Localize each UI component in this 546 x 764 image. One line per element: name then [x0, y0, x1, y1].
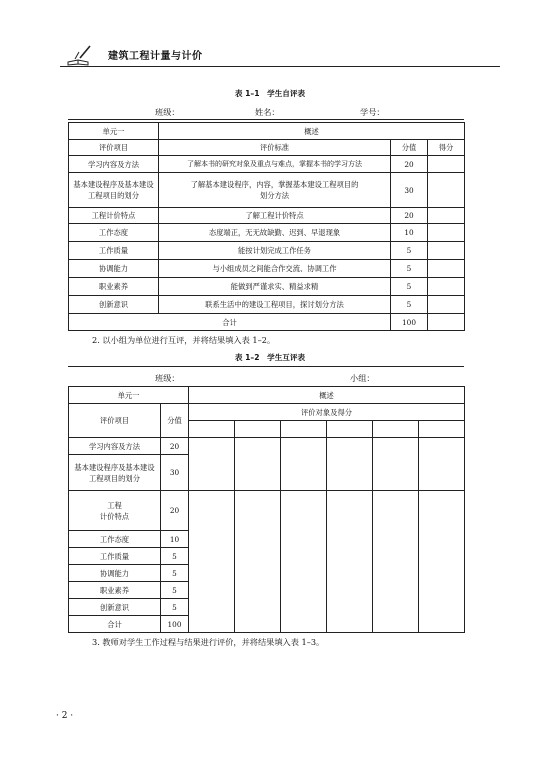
row-item: 合计	[69, 616, 161, 633]
row-item: 基本建设程序及基本建设工程项目的划分	[69, 455, 161, 491]
table2-top-rule	[68, 366, 464, 367]
row-item: 工作质量	[69, 548, 161, 565]
score-cell[interactable]	[235, 438, 281, 491]
table-row	[69, 224, 465, 242]
score-cell[interactable]	[373, 491, 419, 633]
table2-header-item: 评价项目	[69, 404, 161, 438]
table1-total-got[interactable]	[428, 314, 465, 331]
table1-total-label: 合计	[69, 314, 391, 331]
row-criterion: 了解基本建设程序，内容，掌握基本建设工程项目的划分方法	[159, 173, 391, 208]
target-cell[interactable]	[327, 421, 373, 438]
row-score: 30	[161, 455, 189, 491]
row-got[interactable]	[428, 296, 465, 314]
row-criterion: 了解本书的研究对象及重点与难点，掌握本书的学习方法	[159, 156, 391, 173]
row-criterion: 能按计划完成工作任务	[159, 242, 391, 260]
row-score: 100	[161, 616, 189, 633]
row-item: 创新意识	[69, 599, 161, 616]
score-cell[interactable]	[235, 491, 281, 633]
row-score: 5	[161, 582, 189, 599]
row-criterion: 态度端正，无无故缺勤、迟到、早退现象	[159, 224, 391, 242]
book-header	[60, 44, 500, 68]
table-row	[69, 260, 465, 278]
target-cell[interactable]	[373, 421, 419, 438]
row-score: 5	[161, 565, 189, 582]
table1-total-score: 100	[391, 314, 428, 331]
row-got[interactable]	[428, 278, 465, 296]
row-score: 5	[391, 260, 428, 278]
header-rule	[60, 66, 500, 67]
target-cell[interactable]	[235, 421, 281, 438]
table-row	[69, 438, 465, 455]
table2-group-label: 小组：	[350, 373, 375, 383]
row-item: 基本建设程序及基本建设工程项目的划分	[69, 173, 159, 208]
row-got[interactable]	[428, 260, 465, 278]
row-got[interactable]	[428, 224, 465, 242]
row-score: 20	[161, 438, 189, 455]
table1-id-label: 学号：	[360, 107, 385, 117]
table1-unit: 单元一	[69, 123, 159, 140]
row-score: 5	[161, 548, 189, 565]
table1-header-score: 分值	[391, 140, 428, 156]
row-item: 协调能力	[69, 565, 161, 582]
score-cell[interactable]	[419, 491, 465, 633]
table1-header-row	[69, 140, 465, 156]
table1-name-label: 姓名：	[255, 107, 280, 117]
table2-unit-row	[69, 387, 465, 404]
row-score: 20	[391, 208, 428, 224]
row-got[interactable]	[428, 208, 465, 224]
table2	[68, 386, 465, 633]
row-score: 5	[391, 296, 428, 314]
book-pen-icon	[66, 44, 92, 66]
table1-total-row	[69, 314, 465, 331]
target-cell[interactable]	[281, 421, 327, 438]
target-cell[interactable]	[419, 421, 465, 438]
table2-header-row	[69, 404, 465, 421]
row-criterion: 联系生活中的建设工程项目，探讨划分方法	[159, 296, 391, 314]
score-cell[interactable]	[327, 491, 373, 633]
row-item-line1: 工程	[107, 500, 122, 510]
row-criterion: 能做到严谨求实、精益求精	[159, 278, 391, 296]
row-score: 20	[161, 491, 189, 531]
row-item: 协调能力	[69, 260, 159, 278]
row-got[interactable]	[428, 242, 465, 260]
table1-unit-row	[69, 123, 465, 140]
row-criterion: 了解工程计价特点	[159, 208, 391, 224]
table1-caption: 表 1–1 学生自评表	[234, 89, 306, 98]
row-score: 20	[391, 156, 428, 173]
table1-class-label: 班级：	[155, 107, 180, 117]
row-item: 工作质量	[69, 242, 159, 260]
table-row	[69, 491, 465, 531]
table2-overview: 概述	[189, 387, 465, 404]
score-cell[interactable]	[419, 438, 465, 491]
book-title: 建筑工程计量与计价	[108, 51, 203, 62]
paragraph-3: 3. 教师对学生工作过程与结果进行评价，并将结果填入表 1–3。	[92, 637, 325, 647]
table1-overview: 概述	[159, 123, 465, 140]
row-score: 10	[391, 224, 428, 242]
row-item: 学习内容及方法	[69, 156, 159, 173]
score-cell[interactable]	[281, 438, 327, 491]
table-row	[69, 156, 465, 173]
table2-unit: 单元一	[69, 387, 189, 404]
row-score: 5	[161, 599, 189, 616]
row-item: 学习内容及方法	[69, 438, 161, 455]
table2-header-eval: 评价对象及得分	[189, 404, 465, 421]
row-got[interactable]	[428, 156, 465, 173]
page-number: · 2 ·	[56, 711, 74, 721]
row-score: 5	[391, 242, 428, 260]
table2-class-label: 班级：	[155, 373, 180, 383]
row-item: 职业素养	[69, 278, 159, 296]
target-cell[interactable]	[189, 421, 235, 438]
row-item: 创新意识	[69, 296, 159, 314]
score-cell[interactable]	[373, 438, 419, 491]
row-item: 工作态度	[69, 224, 159, 242]
table-row	[69, 208, 465, 224]
table1-header-criterion: 评价标准	[159, 140, 391, 156]
table-row	[69, 242, 465, 260]
row-item: 工作态度	[69, 531, 161, 548]
table-row	[69, 278, 465, 296]
row-item: 工程计价特点	[69, 208, 159, 224]
row-criterion: 与小组成员之间能合作交流、协调工作	[159, 260, 391, 278]
row-got[interactable]	[428, 173, 465, 208]
table-row	[69, 296, 465, 314]
score-cell[interactable]	[189, 438, 235, 491]
score-cell[interactable]	[281, 491, 327, 633]
table-row	[69, 173, 465, 208]
table2-header-score: 分值	[161, 404, 189, 438]
row-score: 5	[391, 278, 428, 296]
score-cell[interactable]	[327, 438, 373, 491]
score-cell[interactable]	[189, 491, 235, 633]
row-item	[69, 491, 161, 531]
table1	[68, 122, 465, 331]
table2-caption: 表 1–2 学生互评表	[234, 353, 306, 362]
table1-top-rule	[68, 119, 464, 120]
table1-header-got: 得分	[428, 140, 465, 156]
table1-header-item: 评价项目	[69, 140, 159, 156]
paragraph-2: 2. 以小组为单位进行互评，并将结果填入表 1–2。	[92, 335, 276, 345]
row-item: 职业素养	[69, 582, 161, 599]
row-score: 10	[161, 531, 189, 548]
row-score: 30	[391, 173, 428, 208]
row-item-line2: 计价特点	[99, 511, 130, 521]
